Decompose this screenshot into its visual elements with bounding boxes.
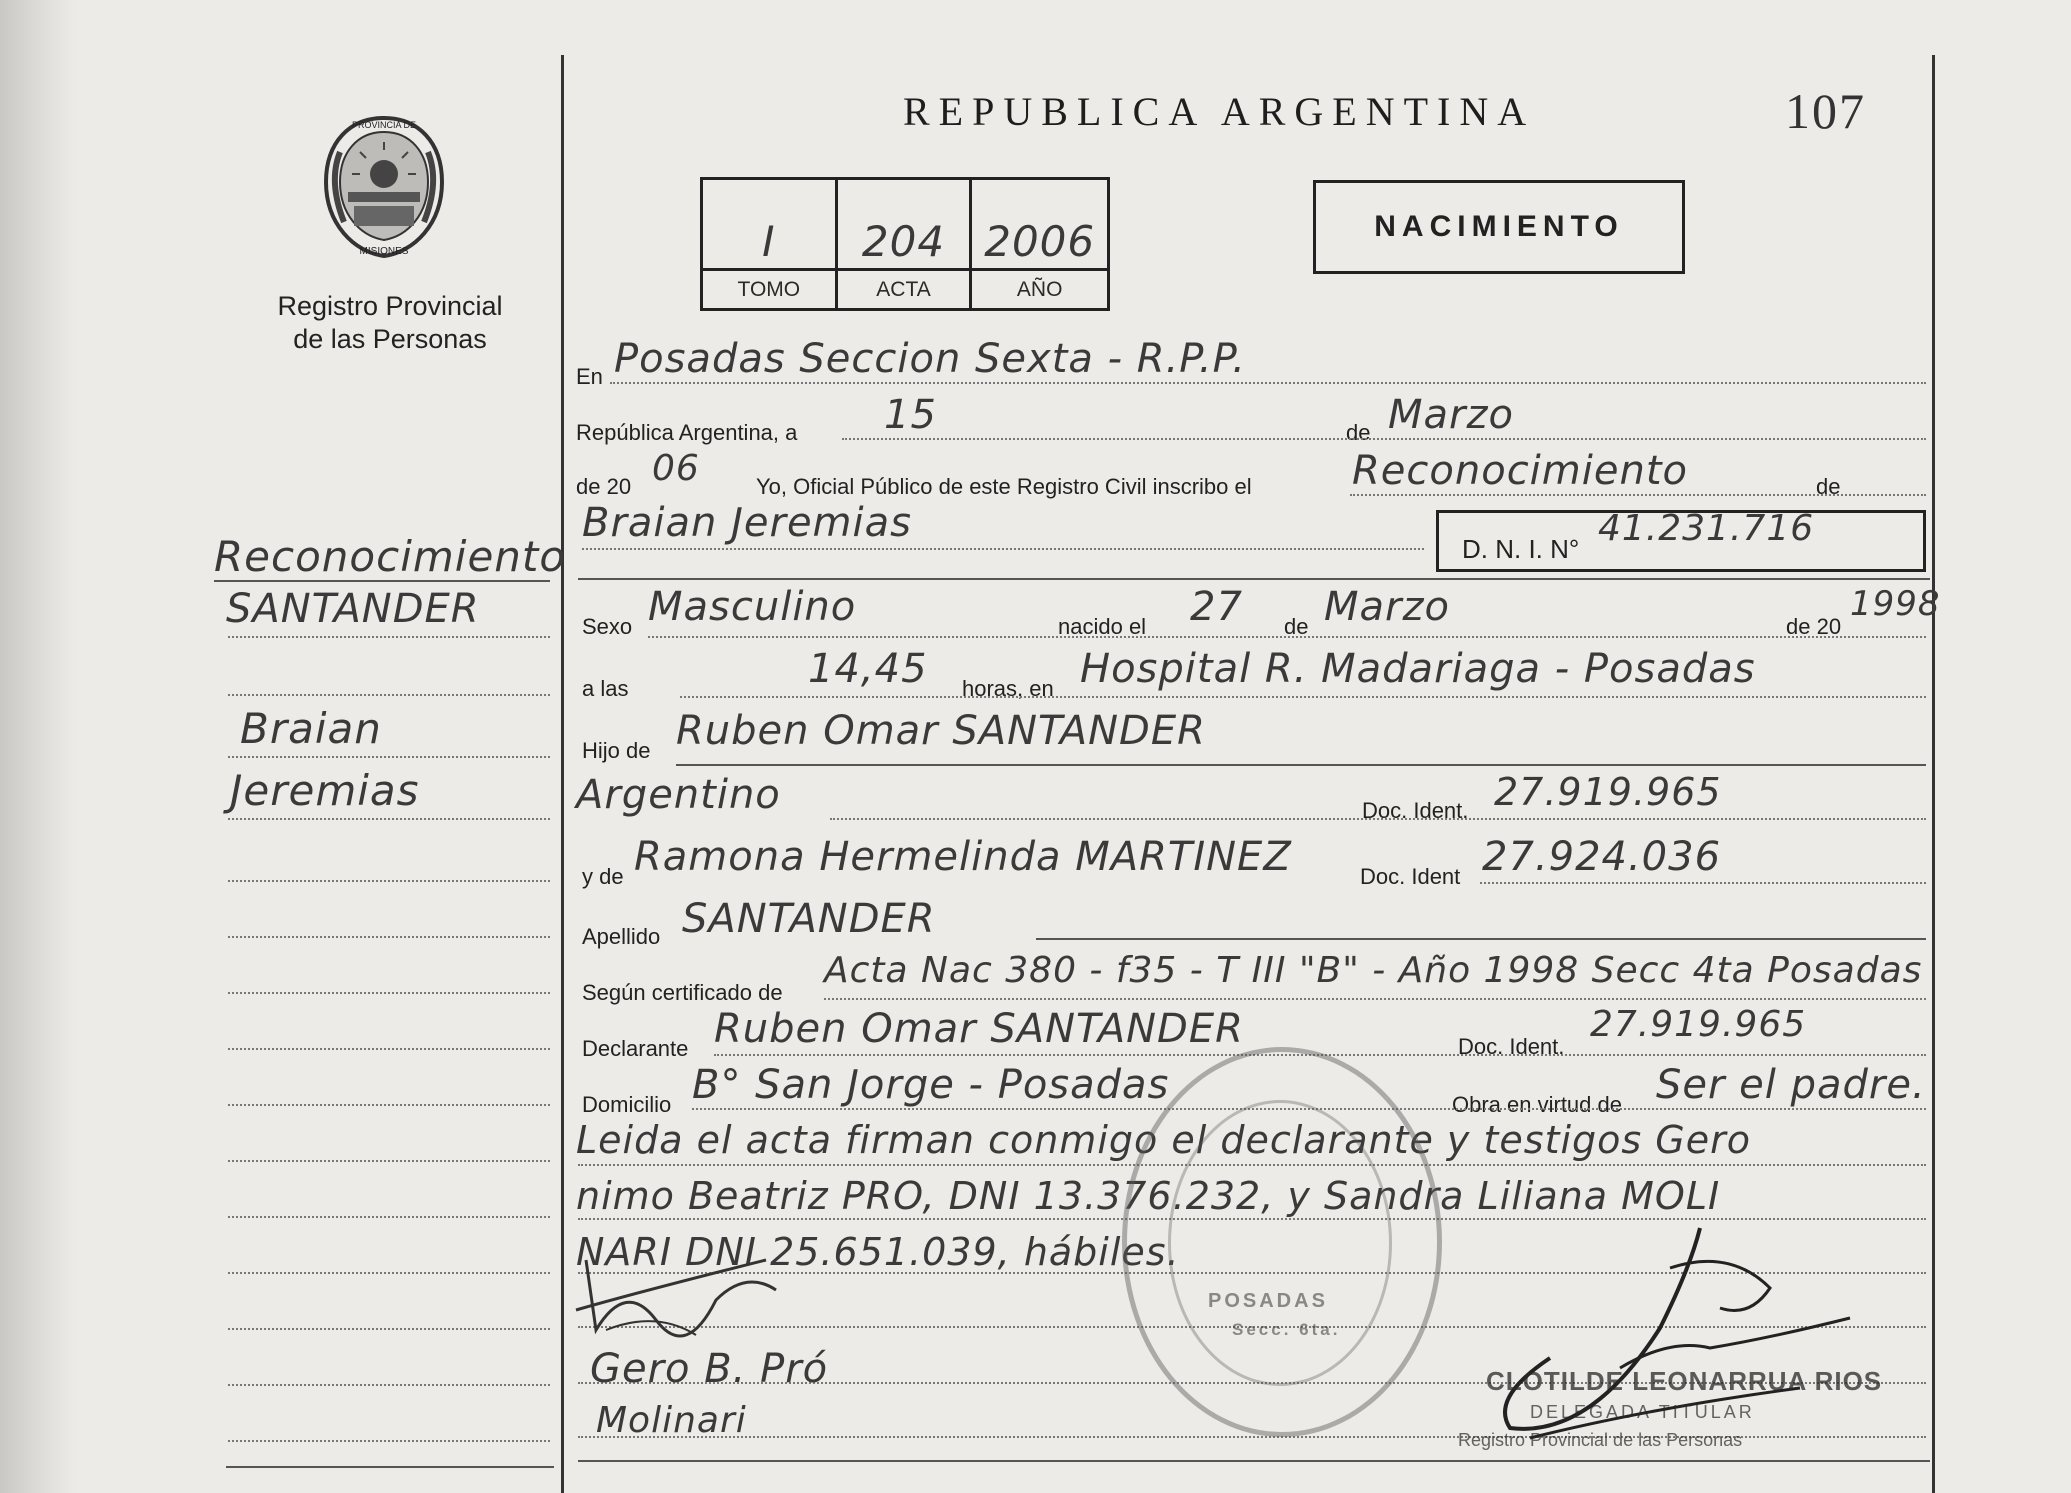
witness-2-signature: Molinari [596, 1400, 747, 1441]
doc-ident-label-3: Doc. Ident. [1458, 1034, 1565, 1059]
obra-label: Obra en virtud de [1452, 1092, 1622, 1117]
hora-line [680, 696, 1926, 698]
leida-line-1: Leida el acta firman conmigo el declarante y testigos Gero [576, 1118, 1751, 1162]
ano-value: 2006 [984, 217, 1096, 266]
nationality-line [830, 818, 1926, 820]
provincia-misiones-seal-icon [318, 112, 450, 262]
dni-label: D. N. I. N° [1462, 534, 1580, 564]
declarante-value: Ruben Omar SANTANDER [714, 1006, 1244, 1052]
doc-ident-label-2: Doc. Ident [1360, 864, 1461, 889]
row4-rule [578, 578, 1930, 580]
stamp-city: POSADAS [1208, 1290, 1328, 1312]
mother-doc: 27.924.036 [1482, 834, 1722, 880]
margin-surname: SANTANDER [226, 586, 480, 632]
bottom-rule [578, 1460, 1930, 1462]
year-prefix: de 20 [576, 474, 632, 499]
margin-given-1: Braian [240, 704, 382, 753]
segun-value: Acta Nac 380 - f35 - T III "B" - Año 1998 Secc 4ta Posadas [824, 950, 1923, 991]
father-name: Ruben Omar SANTANDER [676, 708, 1206, 754]
leida-line-2: nimo Beatriz PRO, DNI 13.376.232, y Sandra Liliana MOLI [576, 1174, 1721, 1218]
logo-text-top: PROVINCIA DE [351, 120, 417, 130]
father-line [676, 764, 1926, 766]
date-line [842, 438, 1926, 440]
document-type-box: NACIMIENTO [1313, 180, 1685, 274]
alas-label: a las [582, 676, 629, 701]
month-value: Marzo [1388, 392, 1514, 438]
doc-ident-label: Doc. Ident. [1362, 798, 1469, 823]
obra-value: Ser el padre. [1656, 1062, 1926, 1108]
birth-month: Marzo [1324, 584, 1450, 630]
registration-table [700, 177, 1110, 311]
mother-line [1480, 882, 1926, 884]
stamp-section: Secc. 6ta. [1232, 1320, 1341, 1339]
right-border [1932, 55, 1935, 1493]
dni-value: 41.231.716 [1598, 508, 1815, 549]
tomo-value: I [703, 180, 838, 268]
apellido-line [1036, 938, 1926, 940]
margin-divider [561, 55, 564, 1493]
birth-year: 1998 [1850, 584, 1941, 624]
en-value: Posadas Seccion Sexta - R.P.P. [614, 336, 1246, 382]
de-label: de [1346, 420, 1371, 445]
year-suffix: 06 [652, 448, 700, 489]
margin-heading-underline [214, 580, 550, 582]
official-title: DELEGADA TITULAR [1530, 1402, 1755, 1422]
hijo-label: Hijo de [582, 738, 651, 763]
witness-1-signature: Gero B. Pró [590, 1346, 829, 1392]
apellido-value: SANTANDER [682, 896, 936, 942]
acta-value: 204 [838, 180, 973, 268]
ano-label: AÑO [972, 268, 1107, 308]
republica-label: República Argentina, a [576, 420, 798, 445]
inscribe-value: Reconocimiento [1352, 448, 1688, 494]
segun-label: Según certificado de [582, 980, 783, 1005]
person-name-line [582, 548, 1424, 550]
day-value: 15 [884, 392, 937, 438]
book-gutter [0, 0, 78, 1493]
inscribe-line [1350, 494, 1926, 496]
declarante-doc: 27.919.965 [1590, 1004, 1807, 1045]
registry-name-line2: de las Personas [293, 324, 487, 354]
nacido-label: nacido el [1058, 614, 1147, 639]
domicilio-label: Domicilio [582, 1092, 672, 1117]
horas-label: horas, en [962, 676, 1054, 701]
birth-de: de [1284, 614, 1309, 639]
father-doc: 27.919.965 [1494, 770, 1722, 814]
en-line [610, 382, 1926, 384]
sexo-label: Sexo [582, 614, 633, 639]
leida-line-3: NARI DNI 25.651.039, hábiles. [576, 1230, 1180, 1274]
yde-label: y de [582, 864, 624, 889]
hour-value: 14,45 [808, 646, 928, 692]
logo-text-bottom: MISIONES [359, 246, 409, 257]
father-nationality: Argentino [576, 772, 781, 818]
page-title: REPUBLICA ARGENTINA [903, 89, 1536, 134]
declarante-label: Declarante [582, 1036, 689, 1061]
registry-name-line1: Registro Provincial [277, 291, 503, 321]
sexo-value: Masculino [648, 584, 857, 630]
oficial-text: Yo, Oficial Público de este Registro Civil inscribo el [756, 474, 1252, 499]
person-name: Braian Jeremias [582, 500, 912, 546]
apellido-label: Apellido [582, 924, 661, 949]
mother-name: Ramona Hermelinda MARTINEZ [634, 834, 1292, 880]
en-label: En [576, 364, 603, 389]
page-number: 107 [1785, 83, 1866, 139]
birth-year-prefix: de 20 [1786, 614, 1842, 639]
de-label-2: de [1816, 474, 1841, 499]
domicilio-value: B° San Jorge - Posadas [692, 1062, 1170, 1108]
official-name: CLOTILDE LEONARRUA RIOS [1486, 1366, 1883, 1396]
margin-given-2: Jeremias [230, 766, 420, 815]
sexo-line [648, 636, 1926, 638]
official-stamp-inner [1168, 1100, 1392, 1386]
tomo-label: TOMO [703, 268, 838, 308]
birth-day: 27 [1190, 584, 1243, 630]
official-registry: Registro Provincial de las Personas [1458, 1430, 1743, 1450]
registry-name [230, 290, 550, 356]
margin-heading: Reconocimiento [214, 532, 567, 581]
segun-line [824, 998, 1926, 1000]
acta-label: ACTA [838, 268, 973, 308]
place-value: Hospital R. Madariaga - Posadas [1080, 646, 1756, 692]
